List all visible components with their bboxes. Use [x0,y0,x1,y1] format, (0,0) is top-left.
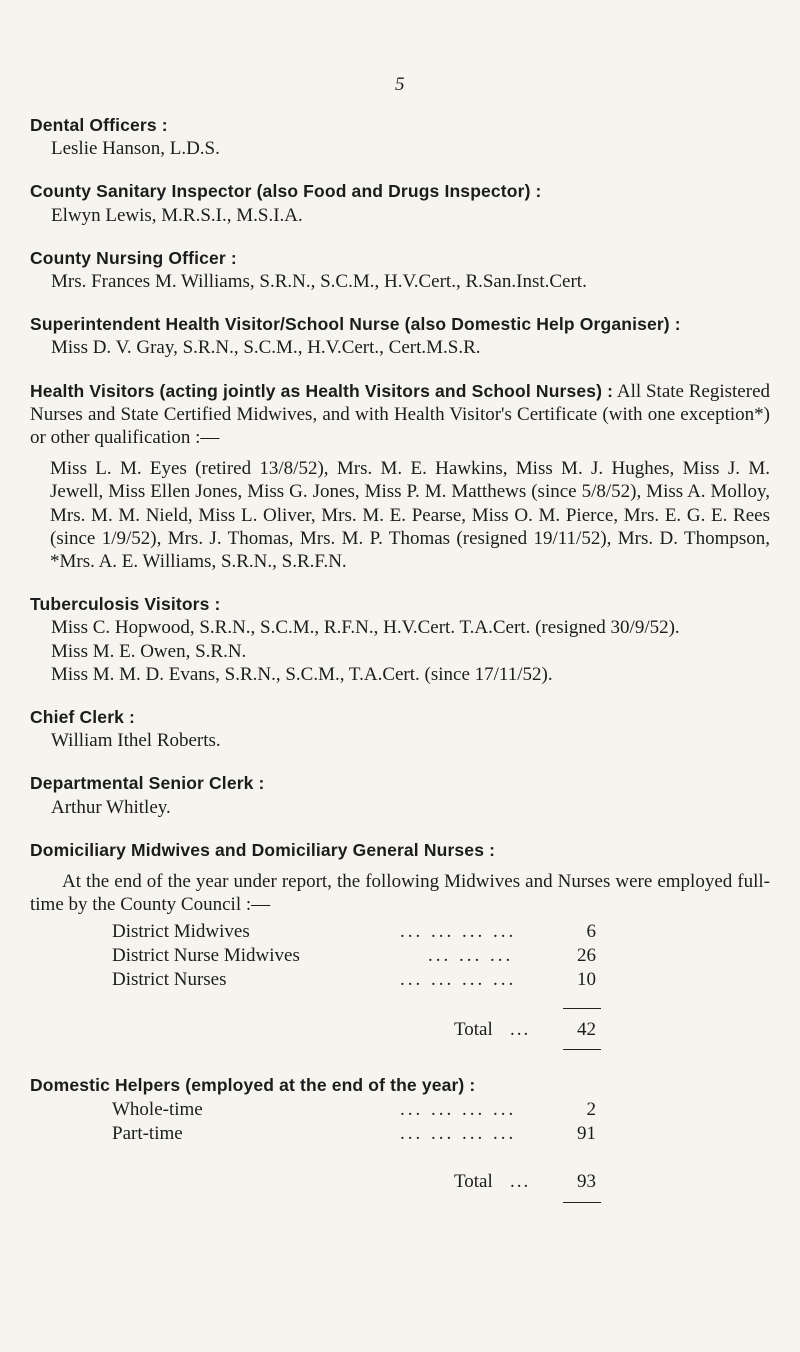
total-rule [563,1202,601,1203]
leader-dots: ... [510,1170,531,1192]
section-heading: Superintendent Health Visitor/School Nurse (also Domestic Help Organiser) : [30,314,681,335]
officer-name: Miss M. M. D. Evans, S.R.N., S.C.M., T.A.Cert. (since 17/11/52). [51,663,553,685]
total-value: 93 [577,1170,596,1192]
row-value: 6 [586,921,596,943]
document-body [30,114,770,1228]
domestic-table [30,1098,770,1208]
section-heading: Tuberculosis Visitors : [30,594,221,615]
row-value: 91 [577,1122,596,1144]
officer-name: Leslie Hanson, L.D.S. [51,138,220,160]
section-nursing-officer [30,247,770,293]
total-value: 42 [577,1019,596,1041]
section-heading: Departmental Senior Clerk : [30,773,265,794]
health-visitors-heading-block [30,380,770,450]
section-heading: County Sanitary Inspector (also Food and Drugs Inspector) : [30,181,542,202]
section-domiciliary-midwives [30,839,770,1057]
row-label: Part-time [112,1122,183,1144]
midwives-intro: At the end of the year under report, the following Midwives and Nurses were employed full-time by the County Council :— [30,871,770,916]
section-health-visitors [30,380,770,574]
row-value: 10 [577,969,596,991]
total-rule [563,1049,601,1050]
section-heading-tail: All State Registered Nurses and State Certified Midwives, and with Health Visitor's Certificate (with one exception*) or other qualification :— [30,380,771,449]
table-row [30,968,770,992]
section-chief-clerk [30,706,770,752]
section-senior-clerk [30,772,770,818]
section-heading: Chief Clerk : [30,707,136,728]
row-value: 26 [577,945,596,967]
officer-name: Miss C. Hopwood, S.R.N., S.C.M., R.F.N., H.V.Cert. T.A.Cert. (resigned 30/9/52). [51,617,680,639]
officer-name: Elwyn Lewis, M.R.S.I., M.S.I.A. [51,204,303,226]
spacer [30,1146,770,1170]
section-sanitary-inspector [30,180,770,226]
section-heading: Domestic Helpers (employed at the end of the year) : [30,1075,476,1096]
table-row [30,1122,770,1146]
total-label: Total [454,1170,493,1192]
page-number: 5 [395,74,405,95]
leader-dots: ... [510,1019,531,1041]
officer-name: William Ithel Roberts. [51,730,221,752]
officer-name: Miss D. V. Gray, S.R.N., S.C.M., H.V.Cert., Cert.M.S.R. [51,337,481,359]
total-label: Total [454,1019,493,1041]
total-row [30,1018,770,1042]
leader-dots: ... ... ... ... [400,1122,517,1144]
officer-name: Miss M. E. Owen, S.R.N. [51,640,247,662]
row-label: District Nurses [112,969,227,991]
leader-dots: ... ... ... ... [400,1098,517,1120]
section-heading: Health Visitors (acting jointly as Health Visitors and School Nurses) : [30,380,614,401]
table-row [30,1098,770,1122]
total-rule-wrap [30,1194,770,1208]
section-dental-officers [30,114,770,160]
leader-dots: ... ... ... [428,945,514,967]
row-label: District Nurse Midwives [112,945,300,967]
leader-dots: ... ... ... ... [400,921,517,943]
table-row [30,944,770,968]
section-heading: County Nursing Officer : [30,247,237,268]
total-rule [563,1008,601,1009]
section-heading: Domiciliary Midwives and Domiciliary General Nurses : [30,839,496,860]
section-domestic-helpers [30,1074,770,1207]
total-rule-wrap [30,1042,770,1056]
officer-name: Mrs. Frances M. Williams, S.R.N., S.C.M., H.V.Cert., R.San.Inst.Cert. [51,271,587,293]
total-rule-wrap [30,992,770,1018]
section-tuberculosis-visitors [30,593,770,686]
leader-dots: ... ... ... ... [400,969,517,991]
table-row [30,920,770,944]
row-label: Whole-time [112,1098,203,1120]
health-visitors-names: Miss L. M. Eyes (retired 13/8/52), Mrs. M. E. Hawkins, Miss M. J. Hughes, Miss J. M. Jewell, Miss Ellen Jones, Miss G. Jones, Miss P. M. Matthews (since 5/8/52), Miss A. Molloy, Mrs. M. M. Nield, Miss L. Oliver, Mrs. M. E. Pearse, Miss O. M. Pierce, Mrs. E. G. E. Rees (since 1/9/52), Mrs. J. Thomas, Mrs. M. P. Thomas (resigned 19/11/52), Mrs. D. Thompson, *Mrs. A. E. Williams, S.R.N., S.R.F.N. [50,458,770,573]
officer-name: Arthur Whitley. [51,796,171,818]
midwives-table [30,920,770,1056]
row-value: 2 [586,1098,596,1120]
section-heading: Dental Officers : [30,115,168,135]
total-row [30,1170,770,1194]
row-label: District Midwives [112,921,250,943]
section-superintendent [30,313,770,359]
